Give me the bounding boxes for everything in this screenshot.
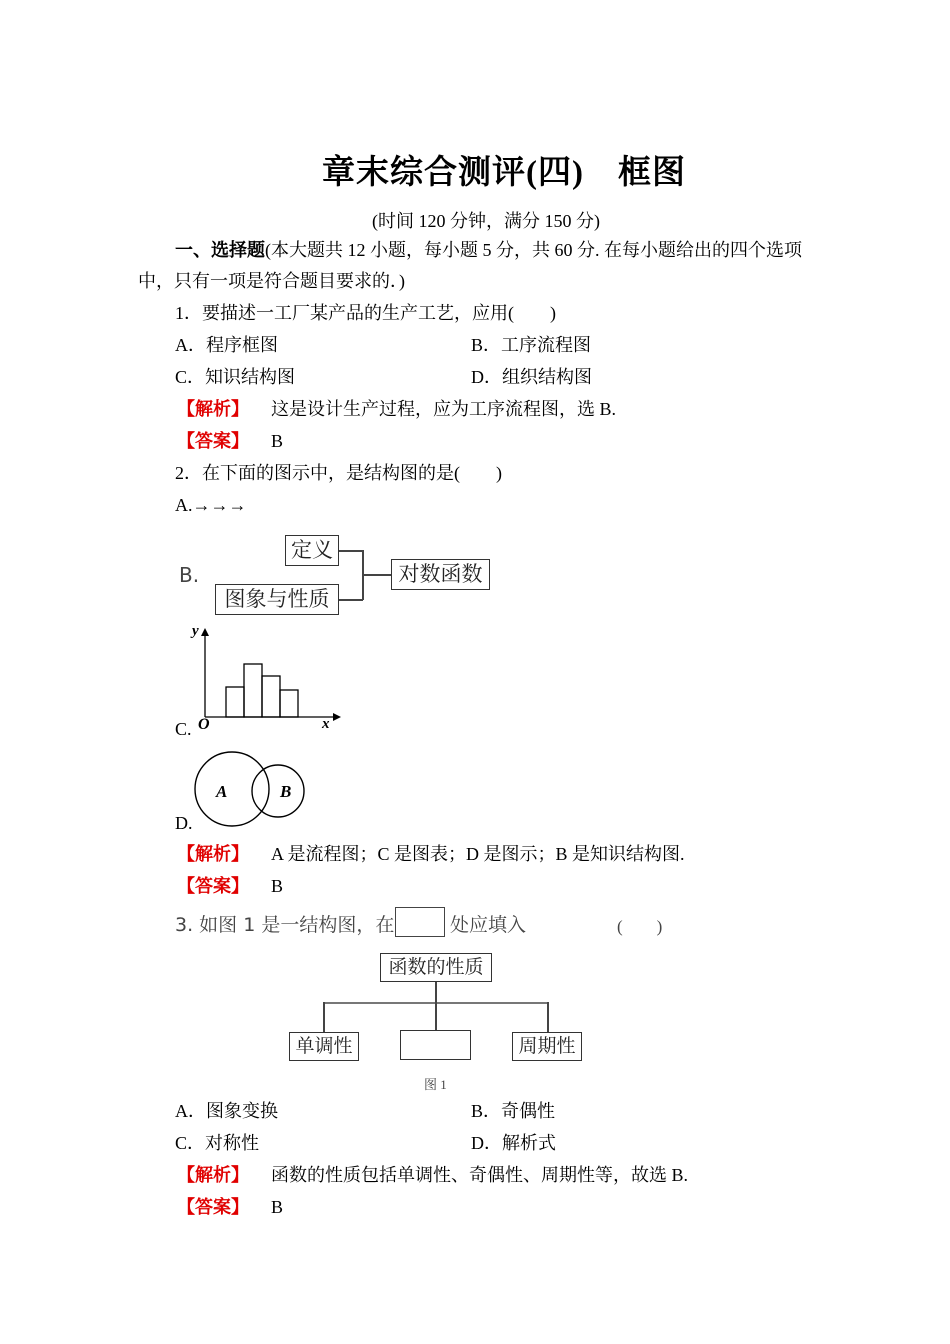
q3-box-monotonicity: 单调性 — [289, 1032, 359, 1061]
q2-option-b-label: B. — [179, 563, 200, 587]
page-title: 章末综合测评(四) 框图 — [322, 155, 686, 191]
q3-analysis — [177, 1163, 688, 1187]
histogram-bar — [226, 687, 244, 717]
q2-c-x-label: x — [322, 716, 330, 732]
q2-c-origin-label: O — [198, 716, 210, 733]
histogram-bar — [244, 664, 262, 717]
q3-connector-left — [323, 1002, 325, 1032]
q2-answer-text: B — [271, 876, 284, 896]
q3-box-function-properties: 函数的性质 — [380, 953, 492, 982]
q3-stem-part2: 处应填入 — [450, 914, 527, 936]
q2-answer — [177, 874, 283, 898]
venn-circle-a — [195, 752, 269, 826]
q3-connector-top — [435, 982, 437, 1003]
q3-option-a: A．图象变换 — [175, 1101, 278, 1121]
q1-option-c: C．知识结构图 — [175, 367, 296, 387]
q3-answer-text: B — [271, 1197, 284, 1217]
q2-b-connector-right — [362, 574, 391, 576]
q2-option-c-label: C. — [175, 719, 192, 739]
q3-analysis-label: 【解析】 — [177, 1165, 249, 1185]
section-desc-line1: (本大题共 12 小题，每小题 5 分，共 60 分. 在每小题给出的四个选项 — [265, 240, 802, 260]
q1-analysis — [177, 397, 616, 421]
section-desc-line2: 中，只有一项是符合题目要求的．) — [138, 271, 405, 291]
page-subtitle: (时间 120 分钟，满分 150 分) — [372, 211, 600, 231]
y-axis-arrow-icon — [201, 628, 209, 636]
q3-answer-label: 【答案】 — [177, 1197, 249, 1217]
q2-b-connector-top — [339, 550, 363, 552]
q2-option-a: A.→→→ — [175, 495, 247, 515]
q3-stem-part1: 3. 如图 1 是一结构图，在 — [175, 914, 395, 936]
histogram-bar — [262, 676, 280, 717]
q1-answer-label: 【答案】 — [177, 431, 249, 451]
q1-analysis-label: 【解析】 — [177, 399, 249, 419]
venn-label-a: A — [216, 782, 228, 801]
section-label: 一、选择题 — [175, 240, 265, 260]
q2-option-d-label: D. — [175, 813, 193, 833]
q2-c-y-label: y — [192, 623, 199, 639]
q1-analysis-text: 这是设计生产过程，应为工序流程图，选 B. — [271, 399, 617, 419]
q2-stem: 2．在下面的图示中，是结构图的是( ) — [175, 463, 502, 483]
q3-option-d: D．解析式 — [471, 1133, 556, 1153]
q2-b-box-log-function: 对数函数 — [391, 559, 490, 590]
q3-connector-right — [547, 1002, 549, 1032]
q2-answer-label: 【答案】 — [177, 876, 249, 896]
q3-paren: ( ) — [617, 917, 663, 936]
q3-option-b: B．奇偶性 — [471, 1101, 556, 1121]
q2-analysis-label: 【解析】 — [177, 844, 249, 864]
venn-label-b: B — [280, 782, 292, 801]
q3-figure-caption: 图 1 — [424, 1077, 447, 1092]
q1-stem: 1．要描述一工厂某产品的生产工艺，应用( ) — [175, 303, 556, 323]
q3-option-c: C．对称性 — [175, 1133, 260, 1153]
q1-option-d: D．组织结构图 — [471, 367, 592, 387]
q1-answer — [177, 429, 283, 453]
q3-answer — [177, 1195, 283, 1219]
q2-b-box-definition: 定义 — [285, 535, 339, 566]
q3-connector-middle — [435, 1002, 437, 1030]
q2-b-connector-bottom — [339, 599, 363, 601]
histogram-bar — [280, 690, 298, 717]
q3-analysis-text: 函数的性质包括单调性、奇偶性、周期性等，故选 B. — [271, 1165, 689, 1185]
q1-option-a: A．程序框图 — [175, 335, 278, 355]
q2-analysis — [177, 842, 685, 866]
q3-box-blank — [400, 1030, 471, 1060]
venn-circle-b — [252, 765, 304, 817]
q3-box-periodicity: 周期性 — [512, 1032, 582, 1061]
q2-b-box-graph-properties: 图象与性质 — [215, 584, 339, 615]
section-heading — [175, 238, 802, 262]
q2-analysis-text: A 是流程图；C 是图表；D 是图示；B 是知识结构图. — [271, 844, 685, 864]
q3-blank-box — [395, 907, 445, 937]
q1-option-b: B．工序流程图 — [471, 335, 592, 355]
q2-venn-diagram — [190, 748, 315, 830]
q1-answer-text: B — [271, 431, 284, 451]
x-axis-arrow-icon — [333, 713, 341, 721]
